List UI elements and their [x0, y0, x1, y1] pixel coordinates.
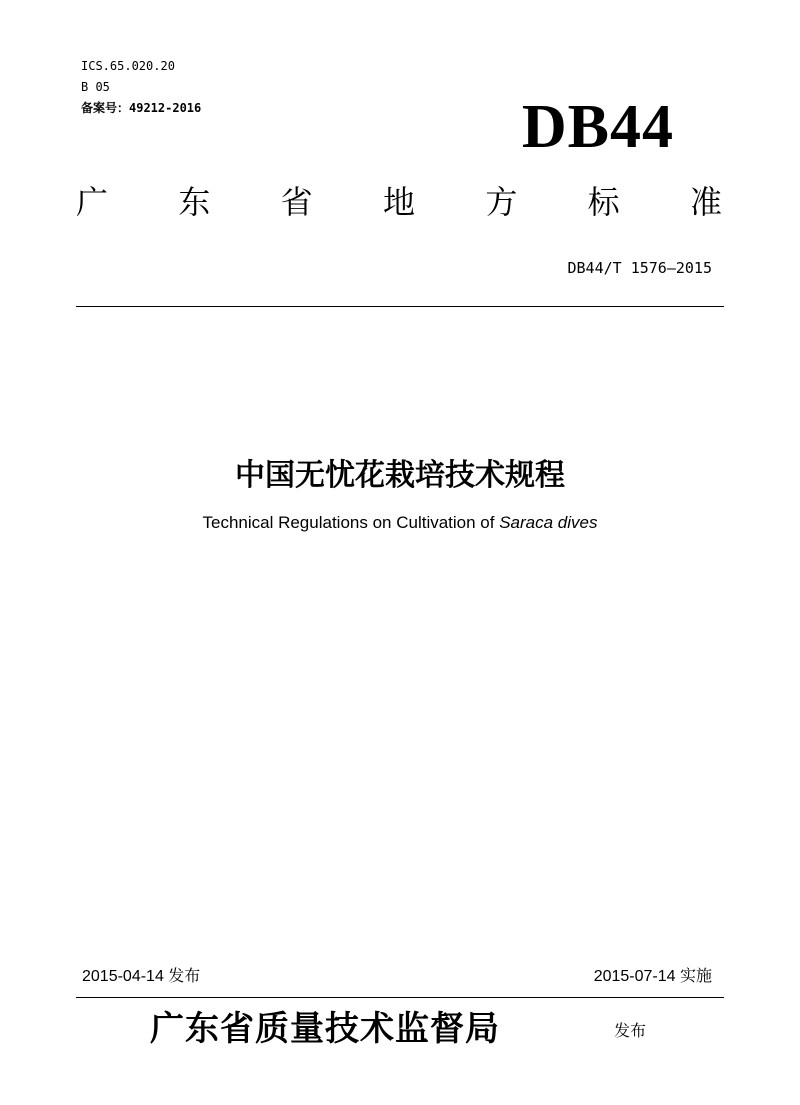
standard-type-char: 准	[689, 183, 722, 221]
record-number: 备案号：49212-2016	[81, 101, 202, 115]
standard-type-name	[76, 180, 722, 224]
standard-type-char: 地	[382, 183, 415, 221]
standard-number: DB44/T 1576—2015	[567, 259, 712, 277]
publish-date: 2015-04-14 发布	[82, 968, 201, 985]
standard-code: DB44	[521, 93, 674, 161]
implement-date: 2015-07-14 实施	[593, 968, 712, 985]
issuer-suffix: 发布	[614, 1021, 647, 1040]
standard-type-char: 省	[280, 183, 313, 221]
header-divider	[76, 306, 724, 307]
footer-divider	[76, 997, 724, 998]
ccs-code: B 05	[81, 80, 110, 94]
issuing-authority: 广东省质量技术监督局	[150, 1009, 500, 1049]
standard-type-char: 标	[587, 183, 620, 221]
standard-type-char: 方	[485, 183, 518, 221]
standard-type-char: 广	[76, 183, 109, 221]
title-english	[0, 512, 800, 534]
title-chinese: 中国无忧花栽培技术规程	[235, 458, 565, 493]
title-species-name: Saraca dives	[499, 513, 598, 532]
standard-type-char: 东	[178, 183, 211, 221]
ics-code: ICS.65.020.20	[81, 59, 175, 73]
title-english-prefix: Technical Regulations on Cultivation of	[202, 513, 500, 532]
